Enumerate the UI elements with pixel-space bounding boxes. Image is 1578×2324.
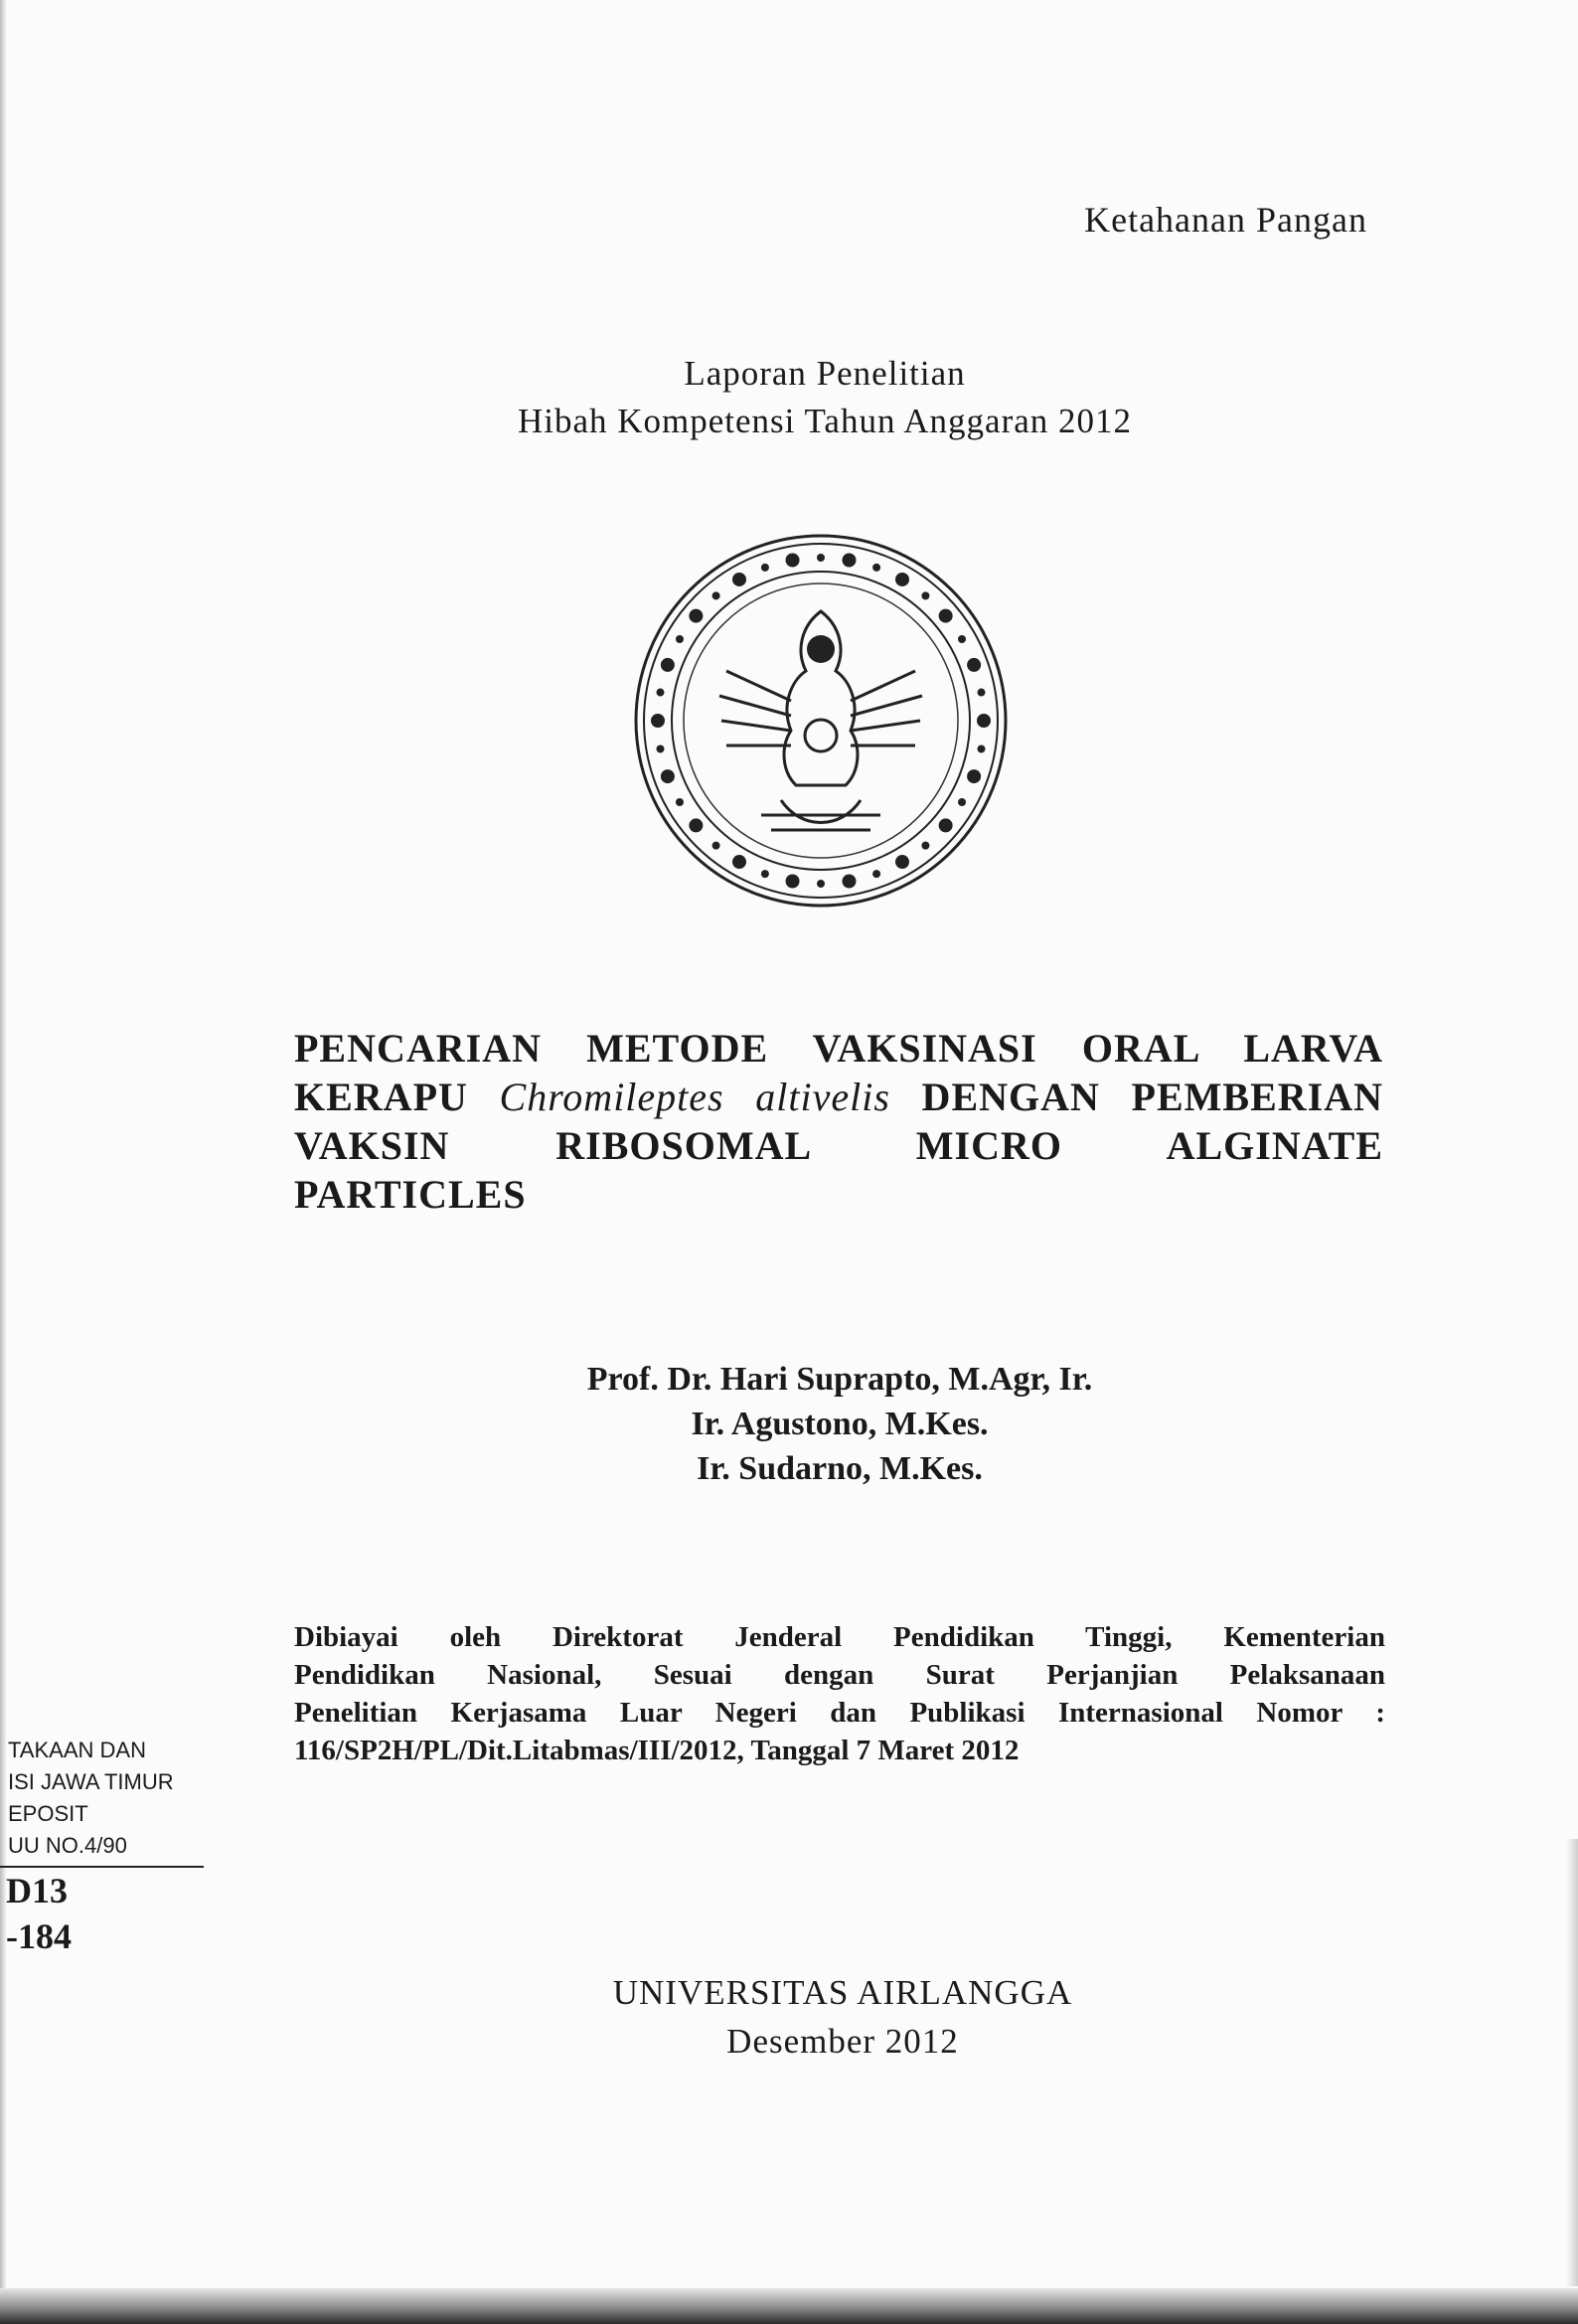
- seal-ornament: [661, 658, 675, 672]
- title-line-2-suffix: DENGAN PEMBERIAN: [889, 1075, 1384, 1119]
- seal-ornament: [939, 609, 953, 623]
- seal-ornament: [732, 855, 746, 869]
- funding-line-3: Penelitian Kerjasama Luar Negeri dan Publikasi Internasional Nomor :: [294, 1697, 1385, 1729]
- seal-ornament: [921, 591, 929, 599]
- seal-ornament: [978, 689, 986, 697]
- title-line-2: [294, 1073, 1383, 1121]
- author-1: Prof. Dr. Hari Suprapto, M.Agr, Ir.: [586, 1361, 1093, 1398]
- seal-ornament: [656, 745, 664, 752]
- seal-ornament: [967, 658, 981, 672]
- stamp-code-2: -184: [6, 1916, 72, 1956]
- seal-ornament: [977, 714, 991, 728]
- author-2: Ir. Agustono, M.Kes.: [691, 1406, 989, 1442]
- seal-ornament: [921, 842, 929, 850]
- stamp-code-1: D13: [6, 1871, 68, 1910]
- seal-ornament: [958, 798, 966, 806]
- publisher-block: [0, 1968, 1578, 2066]
- seal-ornament: [872, 870, 880, 878]
- seal-ornament: [967, 769, 981, 783]
- seal-ornament: [817, 880, 825, 888]
- seal-ornament: [958, 635, 966, 643]
- university-name: UNIVERSITAS AIRLANGGA: [612, 1973, 1073, 2012]
- seal-ornament: [872, 564, 880, 572]
- seal-ornament: [786, 553, 800, 567]
- seal-ornament: [761, 870, 769, 878]
- stamp-line-4: UU NO.4/90: [8, 1833, 127, 1858]
- funding-line-2: Pendidikan Nasional, Sesuai dengan Surat Perjanjian Pelaksanaan: [294, 1659, 1385, 1691]
- funding-statement: [294, 1618, 1385, 1769]
- seal-ornament: [842, 875, 856, 889]
- seal-ornament: [656, 689, 664, 697]
- seal-ornament: [689, 609, 703, 623]
- report-heading: [0, 350, 1578, 445]
- stamp-line-2: ISI JAWA TIMUR: [8, 1769, 174, 1794]
- stamp-line-3: EPOSIT: [8, 1801, 88, 1826]
- stamp-line-1: TAKAAN DAN: [8, 1738, 146, 1762]
- author-3: Ir. Sudarno, M.Kes.: [697, 1450, 983, 1487]
- title-line-2-prefix: KERAPU: [294, 1075, 500, 1119]
- seal-ornament: [978, 745, 986, 752]
- document-title: [294, 1024, 1383, 1219]
- seal-ornament: [817, 554, 825, 562]
- report-grant: Hibah Kompetensi Tahun Anggaran 2012: [517, 402, 1133, 440]
- seal-ornament: [786, 875, 800, 889]
- university-seal-icon: [632, 532, 1010, 910]
- library-stamp: [0, 1735, 204, 1959]
- report-type: Laporan Penelitian: [684, 354, 966, 393]
- seal-ornament: [761, 564, 769, 572]
- seal-ornament: [651, 714, 665, 728]
- seal-ornament: [689, 818, 703, 832]
- species-name: Chromileptes altivelis: [499, 1075, 890, 1119]
- seal-ornament: [676, 798, 684, 806]
- seal-ornament: [712, 842, 720, 850]
- title-line-1: PENCARIAN METODE VAKSINASI ORAL LARVA: [294, 1026, 1383, 1071]
- funding-line-4: 116/SP2H/PL/Dit.Litabmas/III/2012, Tanggal 7 Maret 2012: [294, 1735, 1020, 1766]
- author-list: [0, 1357, 1578, 1491]
- seal-ornament: [895, 855, 909, 869]
- seal-ornament: [676, 635, 684, 643]
- seal-ornament: [712, 591, 720, 599]
- seal-ornament: [842, 553, 856, 567]
- publication-date: Desember 2012: [726, 2022, 959, 2061]
- title-line-4: PARTICLES: [294, 1172, 527, 1217]
- seal-ornament: [939, 818, 953, 832]
- scan-bottom-edge: [0, 2288, 1578, 2324]
- seal-ornament: [661, 769, 675, 783]
- category-label: Ketahanan Pangan: [1084, 200, 1367, 240]
- seal-ornament: [895, 573, 909, 586]
- funding-line-1: Dibiayai oleh Direktorat Jenderal Pendidikan Tinggi, Kementerian: [294, 1621, 1385, 1653]
- seal-ornament: [732, 573, 746, 586]
- title-line-3: VAKSIN RIBOSOMAL MICRO ALGINATE: [294, 1123, 1383, 1168]
